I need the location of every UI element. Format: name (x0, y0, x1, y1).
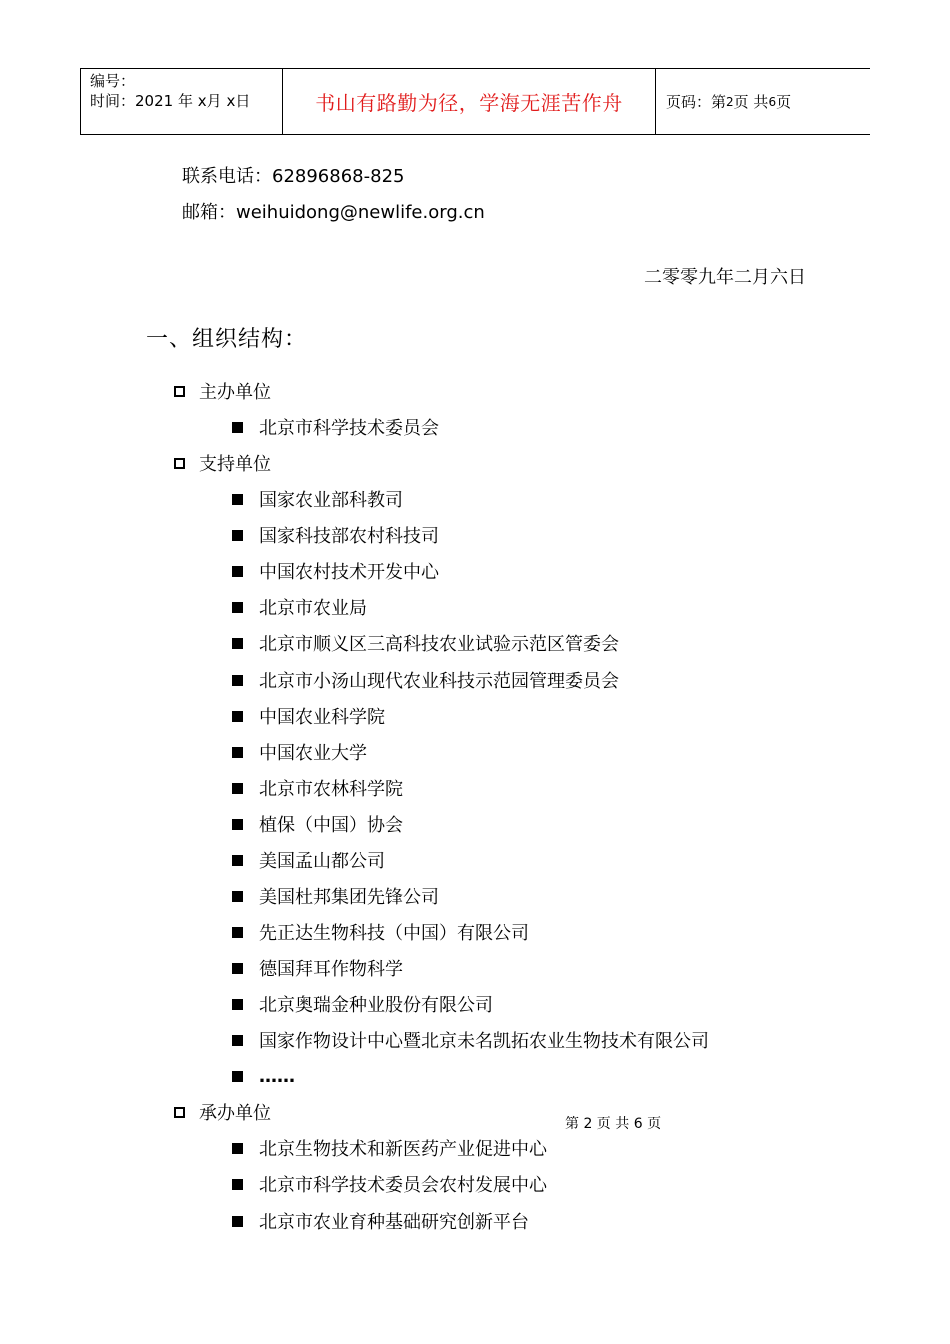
filled-square-bullet-icon (232, 999, 243, 1010)
page-number: 2 (726, 94, 734, 109)
filled-square-bullet-icon (232, 783, 243, 794)
filled-square-bullet-icon (232, 819, 243, 830)
list-item-text: 北京市科学技术委员会农村发展中心 (259, 1175, 547, 1196)
list-item-text: …… (259, 1065, 295, 1087)
list-item (232, 848, 385, 872)
list-item-text: 国家科技部农村科技司 (259, 526, 439, 547)
list-item (232, 487, 403, 511)
filled-square-bullet-icon (232, 602, 243, 613)
list-item-text: 美国杜邦集团先锋公司 (259, 887, 439, 908)
filled-square-bullet-icon (232, 566, 243, 577)
list-item-text: 北京市农业育种基础研究创新平台 (259, 1212, 529, 1233)
list-item (232, 415, 439, 439)
list-item-text: 北京市顺义区三高科技农业试验示范区管委会 (259, 634, 619, 655)
list-item-text: 北京奥瑞金种业股份有限公司 (259, 995, 493, 1016)
filled-square-bullet-icon (232, 891, 243, 902)
header-motto: 书山有路勤为径，学海无涯苦作舟 (283, 69, 656, 134)
group-organizer (174, 1100, 271, 1124)
list-item (232, 740, 367, 764)
page-prefix: 页码：第 (666, 93, 727, 111)
section-title: 一、组织结构： (146, 327, 308, 352)
filled-square-bullet-icon (232, 422, 243, 433)
list-item-text: 德国拜耳作物科学 (259, 959, 403, 980)
filled-square-bullet-icon (232, 747, 243, 758)
list-item (232, 704, 385, 728)
time-line (90, 91, 282, 111)
time-month-char: 月 (206, 92, 222, 110)
page-mid: 页 共 (733, 93, 769, 111)
list-item (232, 1136, 547, 1160)
time-day-char: 日 (235, 92, 251, 110)
page-footer: 第 2 页 共 6 页 (565, 1116, 662, 1132)
list-item-text: 先正达生物科技（中国）有限公司 (259, 923, 529, 944)
filled-square-bullet-icon (232, 927, 243, 938)
header-table (80, 68, 870, 135)
list-item (232, 668, 619, 692)
list-item-text: 国家农业部科教司 (259, 490, 403, 511)
header-page-info (656, 69, 870, 134)
list-item (232, 776, 403, 800)
group-title: 支持单位 (199, 454, 271, 475)
contact-email: 邮箱：weihuidong@newlife.org.cn (182, 202, 485, 223)
filled-square-bullet-icon (232, 1035, 243, 1046)
list-item (232, 1209, 529, 1233)
filled-square-bullet-icon (232, 494, 243, 505)
list-item-text: 美国孟山都公司 (259, 851, 385, 872)
filled-square-bullet-icon (232, 675, 243, 686)
list-item (232, 884, 439, 908)
time-year: 2021 (135, 92, 174, 110)
header-meta-cell (81, 69, 283, 134)
group-title: 承办单位 (199, 1103, 271, 1124)
list-item-text: 北京生物技术和新医药产业促进中心 (259, 1139, 547, 1160)
hollow-square-bullet-icon (174, 386, 185, 397)
filled-square-bullet-icon (232, 1179, 243, 1190)
contact-phone: 联系电话：62896868-825 (182, 166, 405, 187)
list-item-text: 国家作物设计中心暨北京未名凯拓农业生物技术有限公司 (259, 1031, 709, 1052)
list-item-text: 北京市小汤山现代农业科技示范园管理委员会 (259, 671, 619, 692)
list-item (232, 595, 367, 619)
filled-square-bullet-icon (232, 638, 243, 649)
filled-square-bullet-icon (232, 963, 243, 974)
list-item-text: 北京市科学技术委员会 (259, 418, 439, 439)
list-item (232, 1028, 709, 1052)
filled-square-bullet-icon (232, 1216, 243, 1227)
list-item-text: 北京市农业局 (259, 598, 367, 619)
filled-square-bullet-icon (232, 1071, 243, 1082)
page-total: 6 (768, 94, 777, 109)
list-item (232, 559, 439, 583)
filled-square-bullet-icon (232, 711, 243, 722)
time-day: x (226, 92, 236, 110)
time-label: 时间： (90, 92, 136, 110)
list-item (232, 956, 403, 980)
group-support (174, 451, 271, 475)
list-item-text: 中国农业科学院 (259, 707, 385, 728)
page-suffix: 页 (776, 93, 792, 111)
hollow-square-bullet-icon (174, 1107, 185, 1118)
list-item (232, 1172, 547, 1196)
list-item (232, 1064, 295, 1088)
list-item (232, 631, 619, 655)
filled-square-bullet-icon (232, 1143, 243, 1154)
list-item-text: 北京市农林科学院 (259, 779, 403, 800)
document-date: 二零零九年二月六日 (644, 267, 806, 288)
filled-square-bullet-icon (232, 530, 243, 541)
group-title: 主办单位 (199, 382, 271, 403)
group-host (174, 379, 271, 403)
id-label: 编号： (90, 72, 136, 90)
list-item (232, 992, 493, 1016)
time-year-char: 年 (177, 92, 193, 110)
list-item-text: 中国农村技术开发中心 (259, 562, 439, 583)
list-item (232, 812, 403, 836)
list-item-text: 植保（中国）协会 (259, 815, 403, 836)
list-item (232, 920, 529, 944)
hollow-square-bullet-icon (174, 458, 185, 469)
time-month: x (197, 92, 207, 110)
filled-square-bullet-icon (232, 855, 243, 866)
list-item-text: 中国农业大学 (259, 743, 367, 764)
list-item (232, 523, 439, 547)
